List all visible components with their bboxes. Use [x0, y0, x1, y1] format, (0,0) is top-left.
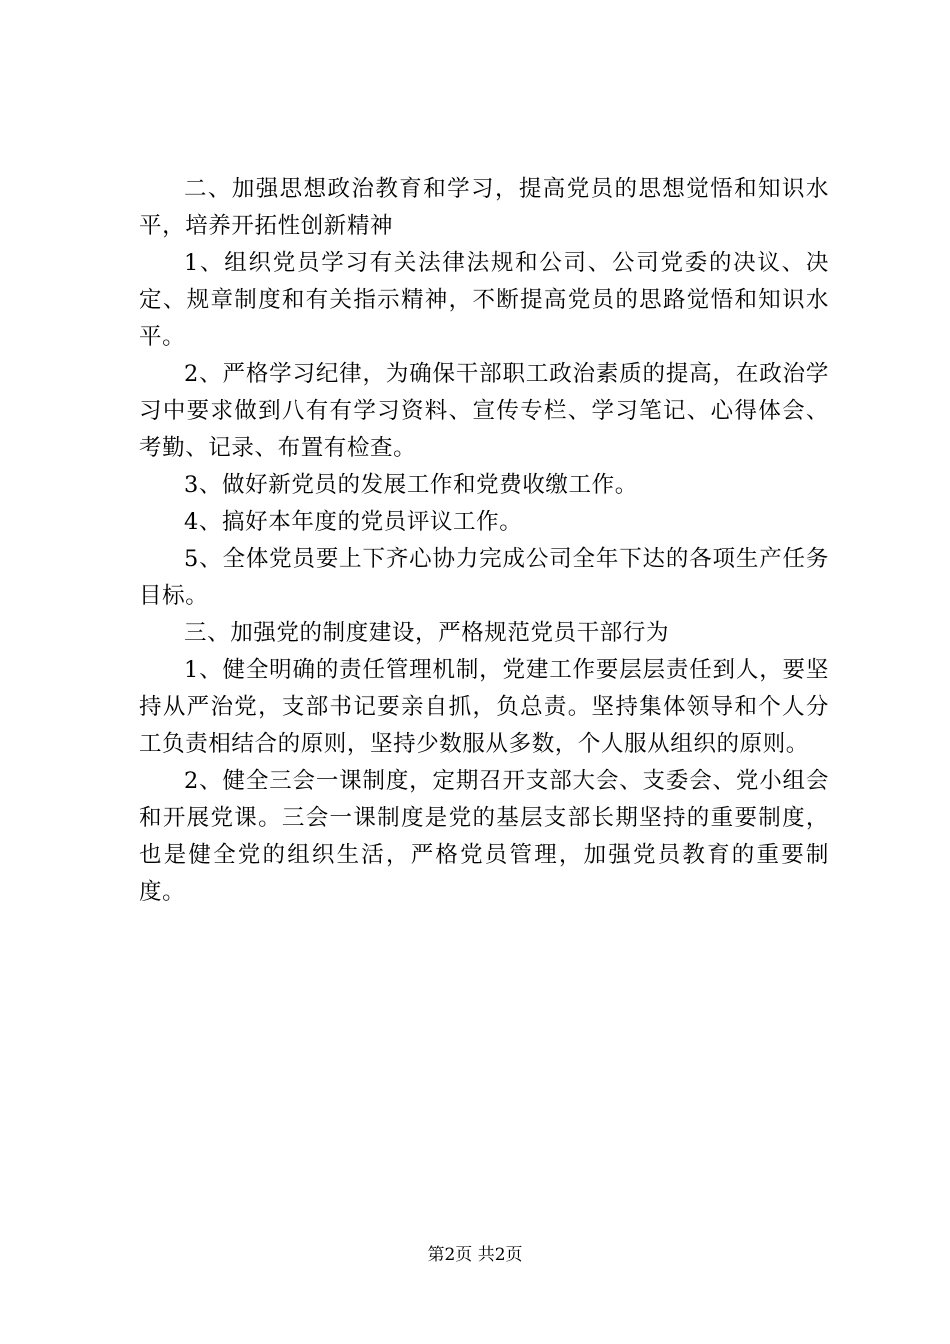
paragraph-item: 1、健全明确的责任管理机制，党建工作要层层责任到人，要坚持从严治党，支部书记要亲自抓，负总责。坚持集体领导和个人分工负责相结合的原则，坚持少数服从多数，个人服从组织的原则。 [139, 657, 829, 757]
paragraph-item: 1、组织党员学习有关法律法规和公司、公司党委的决议、决定、规章制度和有关指示精神，不断提高党员的思路觉悟和知识水平。 [139, 250, 829, 350]
document-body [139, 171, 829, 911]
paragraph-item: 2、健全三会一课制度，定期召开支部大会、支委会、党小组会和开展党课。三会一课制度是党的基层支部长期坚持的重要制度，也是健全党的组织生活，严格党员管理，加强党员教育的重要制度。 [139, 768, 829, 905]
paragraph-item: 5、全体党员要上下齐心协力完成公司全年下达的各项生产任务目标。 [139, 546, 829, 609]
paragraph-item: 2、严格学习纪律，为确保干部职工政治素质的提高，在政治学习中要求做到八有有学习资料、宣传专栏、学习笔记、心得体会、考勤、记录、布置有检查。 [139, 361, 829, 461]
page-number-footer: 第2页 共2页 [427, 1245, 523, 1265]
section-heading-2: 二、加强思想政治教育和学习，提高党员的思想觉悟和知识水平，培养开拓性创新精神 [139, 176, 829, 239]
section-heading-3: 三、加强党的制度建设，严格规范党员干部行为 [184, 620, 670, 646]
paragraph-item: 3、做好新党员的发展工作和党费收缴工作。 [184, 472, 638, 498]
paragraph-item: 4、搞好本年度的党员评议工作。 [184, 509, 523, 535]
